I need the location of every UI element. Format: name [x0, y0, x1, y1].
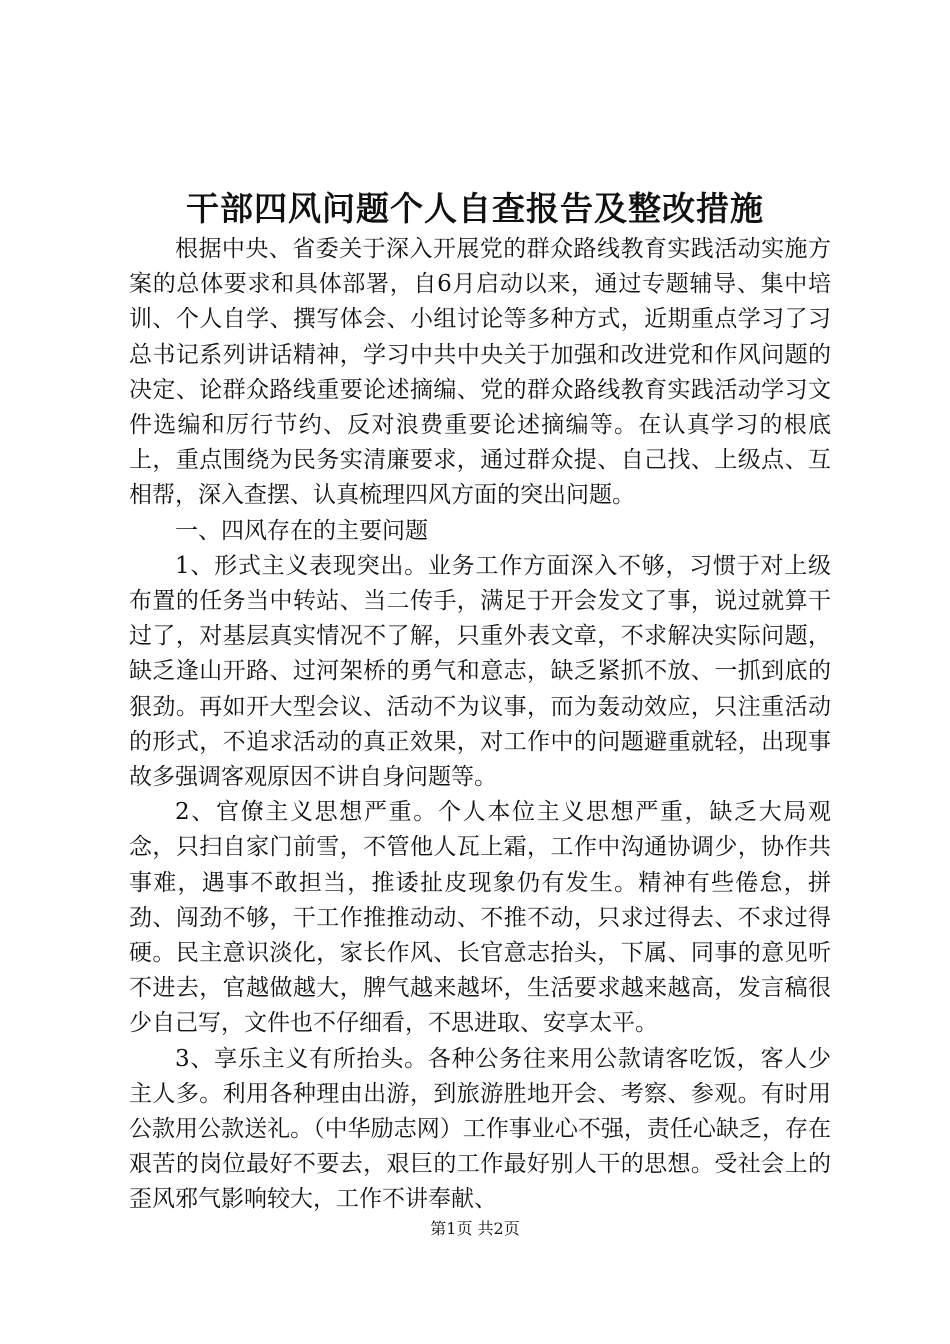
page-footer: 第1页 共2页 [430, 1219, 520, 1238]
document-title: 干部四风问题个人自查报告及整改措施 [186, 189, 764, 228]
formalism-paragraph: 1、形式主义表现突出。业务工作方面深入不够，习惯于对上级布置的任务当中转站、当二传手，满足于开会发文了事，说过就算干过了，对基层真实情况不了解，只重外表文章，不求解决实际问题，缺乏逢山开路、过河架桥的勇气和意志，缺乏紧抓不放、一抓到底的狠劲。再如开大型会议、活动不为议事，而为轰动效应，只注重活动的形式，不追求活动的真正效果，对工作中的问题避重就轻，出现事故多强调客观原因不讲自身问题等。 [129, 552, 831, 791]
bureaucratism-paragraph: 2、官僚主义思想严重。个人本位主义思想严重，缺乏大局观念，只扫自家门前雪，不管他人瓦上霜，工作中沟通协调少，协作共事难，遇事不敢担当，推诿扯皮现象仍有发生。精神有些倦怠，拼劲、闯劲不够，干工作推推动动、不推不动，只求过得去、不求过得硬。民主意识淡化，家长作风、长官意志抬头，下属、同事的意见听不进去，官越做越大，脾气越来越坏，生活要求越来越高，发言稿很少自己写，文件也不仔细看，不思进取、安享太平。 [129, 799, 831, 1037]
section-heading: 一、四风存在的主要问题 [175, 517, 428, 544]
intro-paragraph: 根据中央、省委关于深入开展党的群众路线教育实践活动实施方案的总体要求和具体部署，自6月启动以来，通过专题辅导、集中培训、个人自学、撰写体会、小组讨论等多种方式，近期重点学习了习总书记系列讲话精神，学习中共中央关于加强和改进党和作风问题的决定、论群众路线重要论述摘编、党的群众路线教育实践活动学习文件选编和厉行节约、反对浪费重要论述摘编等。在认真学习的根底上，重点围绕为民务实清廉要求，通过群众提、自己找、上级点、互相帮，深入查摆、认真梳理四风方面的突出问题。 [129, 236, 831, 509]
hedonism-paragraph: 3、享乐主义有所抬头。各种公务往来用公款请客吃饭，客人少主人多。利用各种理由出游，到旅游胜地开会、考察、参观。有时用公款用公款送礼。（中华励志网）工作事业心不强，责任心缺乏，存在艰苦的岗位最好不要去，艰巨的工作最好别人干的思想。受社会上的歪风邪气影响较大，工作不讲奉献、 [129, 1045, 831, 1213]
document-body [129, 232, 831, 1218]
